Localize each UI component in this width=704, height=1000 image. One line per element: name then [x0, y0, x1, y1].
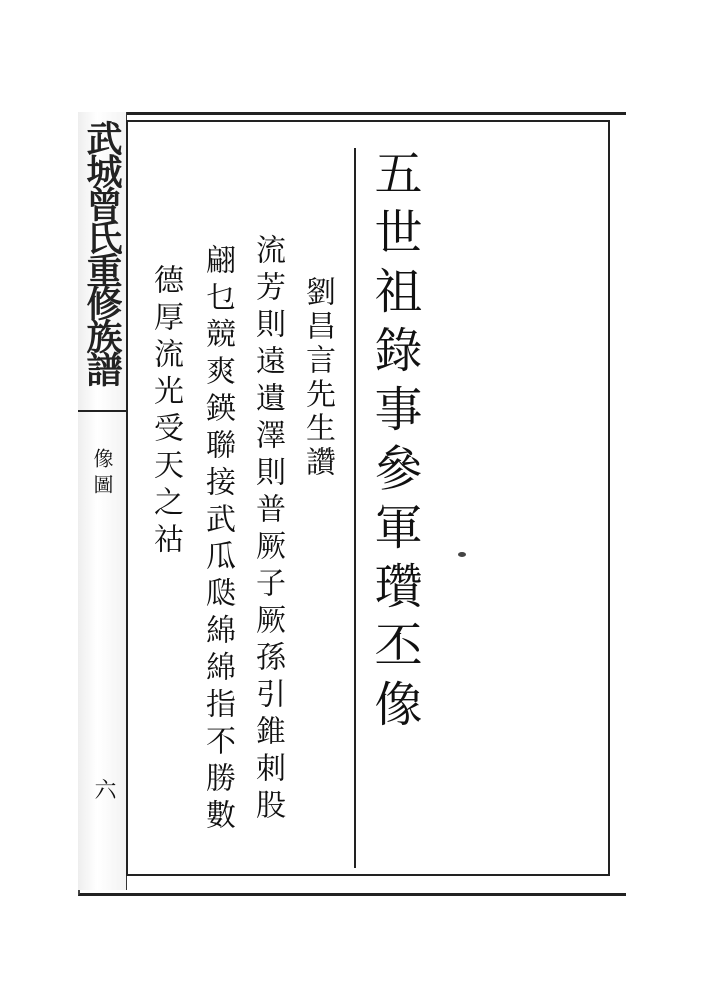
page-number: 六 — [91, 778, 116, 800]
ink-mark — [458, 552, 466, 557]
portrait-title: 五世祖錄事參軍瓚丕像 — [366, 148, 422, 738]
eulogy-line-3: 德厚流光受天之祜 — [148, 264, 183, 560]
title-divider — [354, 148, 356, 868]
eulogy-line-1: 流芳則遠遺澤則普厥子厥孫引錐刺股 — [250, 234, 285, 826]
genealogy-title: 武城曾氏重修族譜 — [81, 120, 123, 384]
eulogy-line-2: 翩乜競爽鍈聯接武瓜瓞綿綿指不勝數 — [200, 244, 235, 836]
eulogy-author: 劉昌言先生讚 — [300, 276, 335, 480]
section-label: 像圖 — [90, 448, 114, 500]
